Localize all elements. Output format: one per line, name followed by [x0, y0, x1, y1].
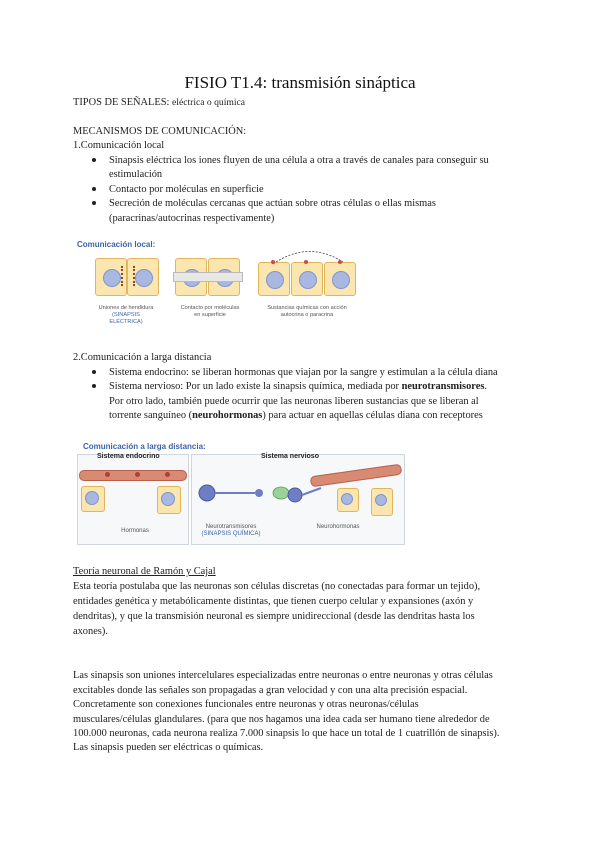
caption-chemical: Sustancias químicas con acción: [267, 305, 347, 311]
text-segment: ) para actuar en aquellas células diana con receptores: [262, 410, 483, 421]
caption-surface-cont: en superficie: [194, 312, 226, 318]
bullet-dot: [92, 201, 96, 205]
local-bullet-1: Sinapsis eléctrica los iones fluyen de una célula a otra a través de canales para conseguir su: [109, 155, 489, 166]
caption-hormones: Hormonas: [121, 528, 149, 534]
nucleus: [135, 269, 153, 287]
surface-contact-bar: [173, 272, 243, 282]
page-title: FISIO T1.4: transmisión sináptica: [184, 73, 416, 92]
cell: [371, 488, 393, 516]
synapses-line-1: Las sinapsis son uniones intercelulares especializadas entre neuronas o entre neuronas y otras células: [73, 670, 493, 681]
bullet-dot: [92, 370, 96, 374]
synapses-line-3: Concretamente son conexiones funcionales entre neuronas y otras neuronas/células: [73, 699, 419, 710]
nucleus: [161, 492, 175, 506]
bold-term: neurotransmisores: [401, 381, 485, 392]
figure-long-distance: [75, 440, 405, 545]
cell: [157, 486, 181, 514]
caption-chemical-cont: autocrina o paracrina: [280, 312, 334, 318]
local-bullet-3-cont: (paracrinas/autocrinas respectivamente): [109, 213, 275, 224]
nucleus: [341, 493, 353, 505]
local-bullet-3: Secreción de moléculas cercanas que actúan sobre otras células o ellas mismas: [109, 198, 436, 209]
caption-neurotransmitters: Neurotransmisores: [205, 524, 257, 530]
red-blood-cell: [105, 472, 110, 477]
distance-bullet-2-line2: Por otro lado, también puede ocurrir que las neuronas liberen sustancias que se liberan al: [109, 396, 479, 407]
distance-bullet-1: Sistema endocrino: se liberan hormonas que viajan por la sangre y estimulan a la célula diana: [109, 367, 498, 378]
distance-bullet-2-line3: [109, 409, 483, 422]
signal-types-label: TIPOS DE SEÑALES:: [73, 97, 170, 108]
caption-gap-junction: Uniones de hendidura: [98, 305, 154, 311]
neuron-icon: [195, 478, 290, 508]
blood-vessel: [79, 470, 187, 481]
red-blood-cell: [135, 472, 140, 477]
panel-endocrine-title: Sistema endocrino: [97, 453, 160, 460]
distance-heading: 2.Comunicación a larga distancia: [73, 352, 212, 363]
local-heading: 1.Comunicación local: [73, 140, 165, 151]
signal-types-value: eléctrica o química: [172, 97, 246, 108]
figure-local-communication: [75, 238, 365, 330]
ramon-y-cajal-heading: Teoría neuronal de Ramón y Cajal: [73, 566, 216, 577]
signal-types-line: [73, 96, 245, 109]
nucleus: [299, 271, 317, 289]
nucleus: [103, 269, 121, 287]
local-bullet-2: Contacto por moléculas en superficie: [109, 184, 264, 195]
nucleus: [85, 491, 99, 505]
synapses-line-4: musculares/células glandulares. (para que nos hagamos una idea cada ser humano tiene alrededor de: [73, 714, 490, 725]
caption-chemical-synapse: (SINAPSIS QUÍMICA): [201, 531, 261, 537]
cell: [337, 488, 359, 512]
synapses-line-2: excitables donde las señales son propagadas a gran velocidad y con una alta precisión espacial.: [73, 685, 468, 696]
nucleus: [332, 271, 350, 289]
ramon-y-cajal-line-4: axones).: [73, 626, 108, 637]
ramon-y-cajal-line-2: entidades genética y metabólicamente distintas, que tienen cuerpo celular y expansiones (axón y: [73, 596, 474, 607]
mechanisms-heading: MECANISMOS DE COMUNICACIÓN:: [73, 126, 247, 137]
bullet-dot: [92, 158, 96, 162]
ramon-y-cajal-line-1: Esta teoría postulaba que las neuronas son células discretas (no conectadas para formar un tejido),: [73, 581, 481, 592]
ramon-y-cajal-line-3: dendritas), y que la transmisión neuronal es siempre unidireccional (desde las dendritas hasta los: [73, 611, 475, 622]
synapses-line-6: Las sinapsis pueden ser eléctricas o químicas.: [73, 742, 264, 753]
bullet-dot: [92, 187, 96, 191]
bullet-dot: [92, 384, 96, 388]
cell: [291, 262, 323, 296]
local-bullet-1-cont: estimulación: [109, 169, 163, 180]
paracrine-arrow-icon: [258, 244, 358, 266]
caption-neurohormones: Neurohormonas: [316, 524, 360, 530]
distance-bullet-2: [109, 380, 487, 393]
cell: [81, 486, 105, 512]
red-blood-cell: [165, 472, 170, 477]
cell: [324, 262, 356, 296]
figure-distance-title: Comunicación a larga distancia:: [83, 442, 206, 451]
caption-electric: ELÉCTRICA): [109, 319, 143, 325]
caption-surface: Contacto por moléculas: [180, 305, 240, 311]
bold-term: neurohormonas: [192, 410, 263, 421]
nucleus: [266, 271, 284, 289]
text-segment: torrente sanguíneo (: [109, 410, 193, 421]
panel-nervous-title: Sistema nervioso: [261, 453, 319, 460]
gap-junction-icon: [121, 266, 135, 286]
neurosecretory-neuron-icon: [285, 480, 325, 510]
text-segment: .: [484, 381, 487, 392]
figure-local-title: Comunicación local:: [77, 240, 156, 249]
cell: [258, 262, 290, 296]
synapses-line-5: 100.000 neuronas, cada neurona realiza 7.000 sinapsis lo que hace un total de 1 cuatrillón de sinapsis).: [73, 728, 500, 739]
caption-synapse: (SINAPSIS: [112, 312, 140, 318]
nucleus: [375, 494, 387, 506]
text-segment: Sistema nervioso: Por un lado existe la sinapsis química, mediada por: [109, 381, 402, 392]
